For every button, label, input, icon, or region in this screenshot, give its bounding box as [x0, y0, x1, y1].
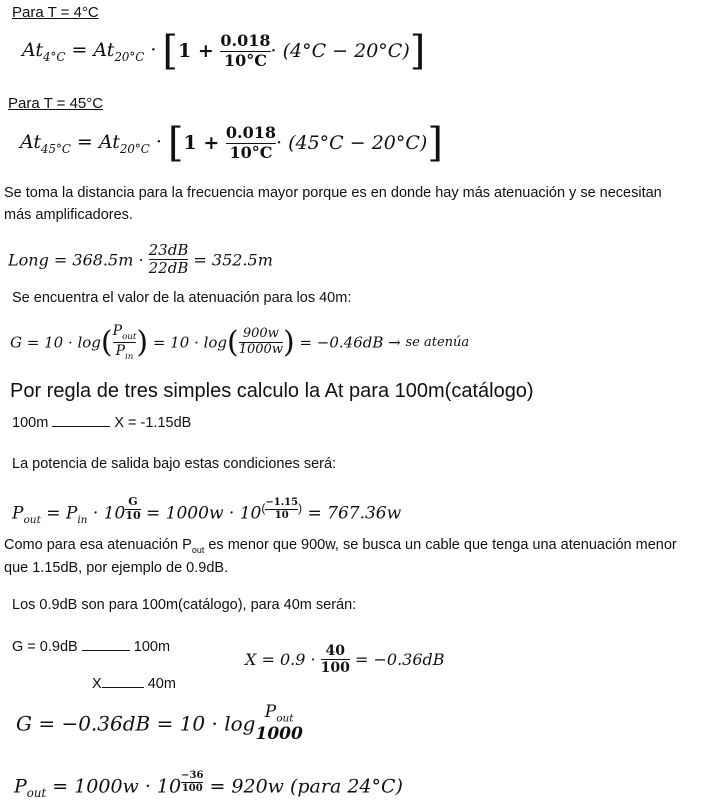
blank-line [102, 674, 144, 688]
equation-x: X = 0.9 · $\frac{40}{100}$ = −0.36dB [245, 643, 445, 677]
rule-of-three-heading: Por regla de tres simples calculo la At para 100m(catálogo) [10, 380, 534, 402]
heading-t45: Para T = 45°C [8, 95, 104, 112]
paragraph-attenuation-40m: Se encuentra el valor de la atenuación para los 40m: [12, 290, 352, 306]
paragraph-distance-line2: más amplificadores. [4, 207, 133, 223]
equation-at-4c: $At_{4^\circ C} = At_{20^\circ C} \cdot [1$ + $\frac{0.018}{10^\circ C}$ · (4°C − 20°C)] [22, 28, 426, 74]
blank-line [82, 637, 130, 651]
paragraph-09db: Los 0.9dB son para 100m(catálogo), para 40m serán: [12, 597, 357, 613]
blank-line [52, 413, 110, 427]
rule2-line2: X 40m [92, 676, 176, 692]
equation-long: Long = 368.5m · $\frac{23dB}{22dB}$ = 352.5m [8, 241, 273, 278]
equation-gain: G = 10 · log( $\frac{P_{out}}{P_{in}}$ ) = 10 · log( $\frac{900w}{1000w}$ ) = −0.46dB → se atenúa [10, 323, 470, 362]
equation-g-036: G = −0.36dB = 10 · log $P_{out}$ 1000 [16, 702, 303, 744]
paragraph-comparison-line1: Como para esa atenuación $P_{out}$ es menor que 900w, se busca un cable que tenga una atenuación menor [4, 537, 677, 555]
heading-t4: Para T = 4°C [12, 4, 99, 21]
equation-final-pout: $P_{out} = 1000w \cdot 10$ $^{\frac{-36}{100}}$ = 920w (para 24°C) [14, 770, 403, 801]
paragraph-comparison-line2: que 1.15dB, por ejemplo de 0.9dB. [4, 560, 229, 576]
rule-of-three-line: 100m X = -1.15dB [12, 415, 192, 431]
paragraph-output-power: La potencia de salida bajo estas condiciones será: [12, 456, 337, 472]
paragraph-distance-line1: Se toma la distancia para la frecuencia mayor porque es en donde hay más atenuación y se necesitan [4, 185, 662, 201]
rule2-line1: G = 0.9dB 100m [12, 639, 171, 655]
equation-at-45c: $At_{45^\circ C} = At_{20^\circ C} \cdot [1$ + $\frac{0.018}{10^\circ C}$ · (45°C − 20°C)] [20, 120, 443, 166]
equation-pout: $P_{out} = P_{in} \cdot 10$ $^{\frac{G}{10}}$ = $1000w \cdot 10^{( \frac{-1.15}{10} )} = 767.36w$ [12, 495, 402, 526]
